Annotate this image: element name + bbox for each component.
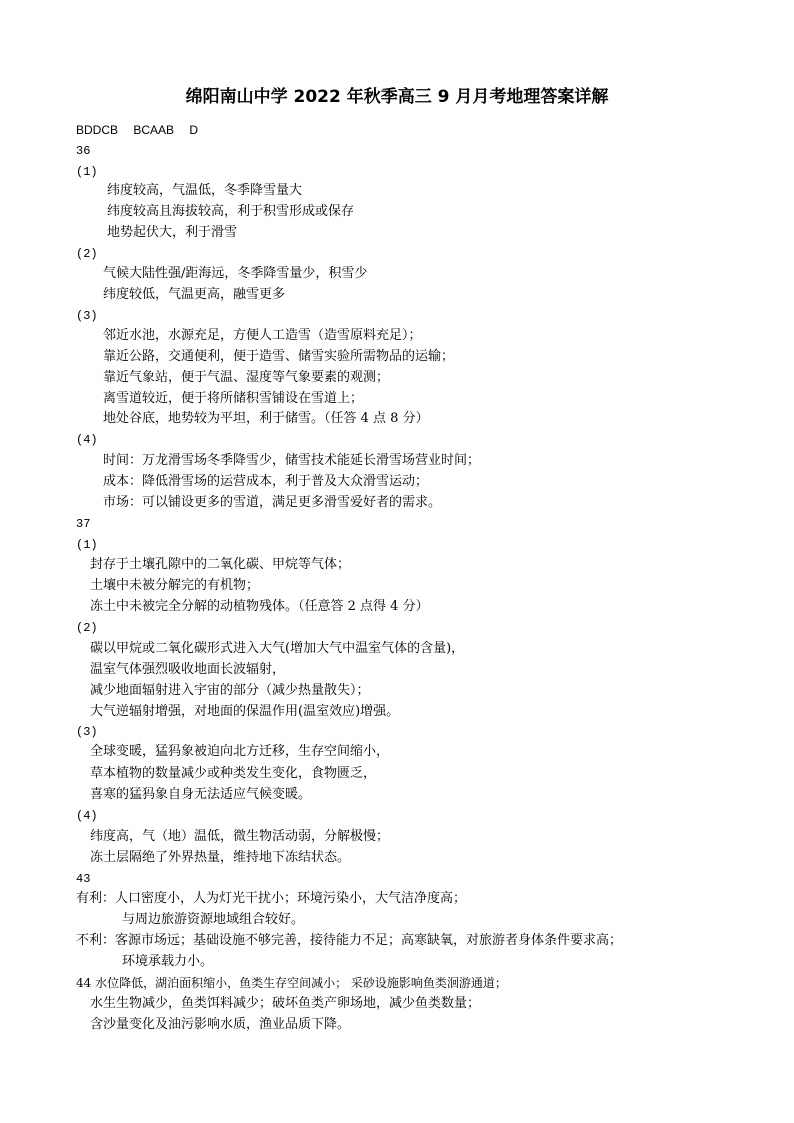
answer-line: 大气逆辐射增强，对地面的保温作用(温室效应)增强。 [90,704,400,719]
section-number: (1) [76,538,98,552]
answer-line: 邻近水池，水源充足，方便人工造雪（造雪原料充足）； [103,328,422,343]
answer-line: 成本：降低滑雪场的运营成本，利于普及大众滑雪运动； [103,474,429,489]
answer-line: 碳以甲烷或二氧化碳形式进入大气(增加大气中温室气体的含量)， [90,641,465,656]
answer-line: 时间：万龙滑雪场冬季降雪少，储雪技术能延长滑雪场营业时间； [103,453,481,468]
answer-line: 靠近气象站，便于气温、湿度等气象要素的观测； [103,370,390,385]
section-number: (2) [76,247,98,261]
answer-line: 纬度较高，气温低，冬季降雪量大 [107,183,303,198]
answer-line: 减少地面辐射进入宇宙的部分（减少热量散失）； [90,683,370,698]
answer-line: 44 水位降低，湖泊面积缩小，鱼类生存空间减小； 采砂设施影响鱼类洄游通道； [76,976,507,990]
section-number: (4) [76,433,98,447]
answer-line: 地处谷底，地势较为平坦，利于储雪。（任答 4 点 8 分） [103,411,429,426]
answer-line: 有利：人口密度小，人为灯光干扰小；环境污染小，大气洁净度高； [76,891,467,906]
answer-line: 纬度高，气（地）温低，微生物活动弱，分解极慢； [90,829,390,844]
answer-line: 纬度较低，气温更高，融雪更多 [103,287,286,302]
section-number: (1) [76,165,98,179]
answer-line: 土壤中未被分解完的有机物； [90,578,260,593]
page-title: 绵阳南山中学 2022 年秋季高三 9 月月考地理答案详解 [185,87,609,107]
answer-line: 地势起伏大，利于滑雪 [107,225,238,240]
answer-line: 气候大陆性强/距海远，冬季降雪量少，积雪少 [103,266,368,281]
answer-line: 温室气体强烈吸收地面长波辐射， [90,662,286,677]
section-number: (3) [76,309,98,323]
answer-line: 纬度较高且海拔较高，利于积雪形成或保存 [107,204,355,219]
section-number: (4) [76,809,98,823]
answer-line: 封存于土壤孔隙中的二氧化碳、甲烷等气体； [90,557,351,572]
section-number: 43 [76,872,91,886]
choice-answers: BDDCB BCAAB D [76,123,199,137]
answer-line: 市场：可以铺设更多的雪道，满足更多滑雪爱好者的需求。 [103,495,442,510]
answer-line: 离雪道较近，便于将所储积雪铺设在雪道上； [103,391,364,406]
section-number: 37 [76,517,91,531]
answer-line: 全球变暖，猛犸象被迫向北方迁移，生存空间缩小， [90,744,390,759]
answer-line: 靠近公路，交通便利，便于造雪、储雪实验所需物品的运输； [103,349,455,364]
answer-line: 冻土中未被完全分解的动植物残体。（任意答 2 点得 4 分） [90,599,429,614]
answer-line: 含沙量变化及油污影响水质，渔业品质下降。 [90,1017,351,1032]
answer-line: 水生生物减少，鱼类饵料减少；破坏鱼类产卵场地，减少鱼类数量； [90,996,481,1011]
answer-line: 喜寒的猛犸象自身无法适应气候变暖。 [90,787,312,802]
answer-line: 草本植物的数量减少或种类发生变化，食物匮乏， [90,766,377,781]
section-number: 36 [76,144,91,158]
answer-line: 不利：客源市场远；基础设施不够完善，接待能力不足；高寒缺氧，对旅游者身体条件要求高； [76,933,623,948]
answer-line: 与周边旅游资源地域组合较好。 [122,912,305,927]
answer-line: 环境承载力小。 [122,954,214,969]
section-number: (2) [76,621,98,635]
section-number: (3) [76,725,98,739]
answer-line: 冻土层隔绝了外界热量，维持地下冻结状态。 [90,850,351,865]
